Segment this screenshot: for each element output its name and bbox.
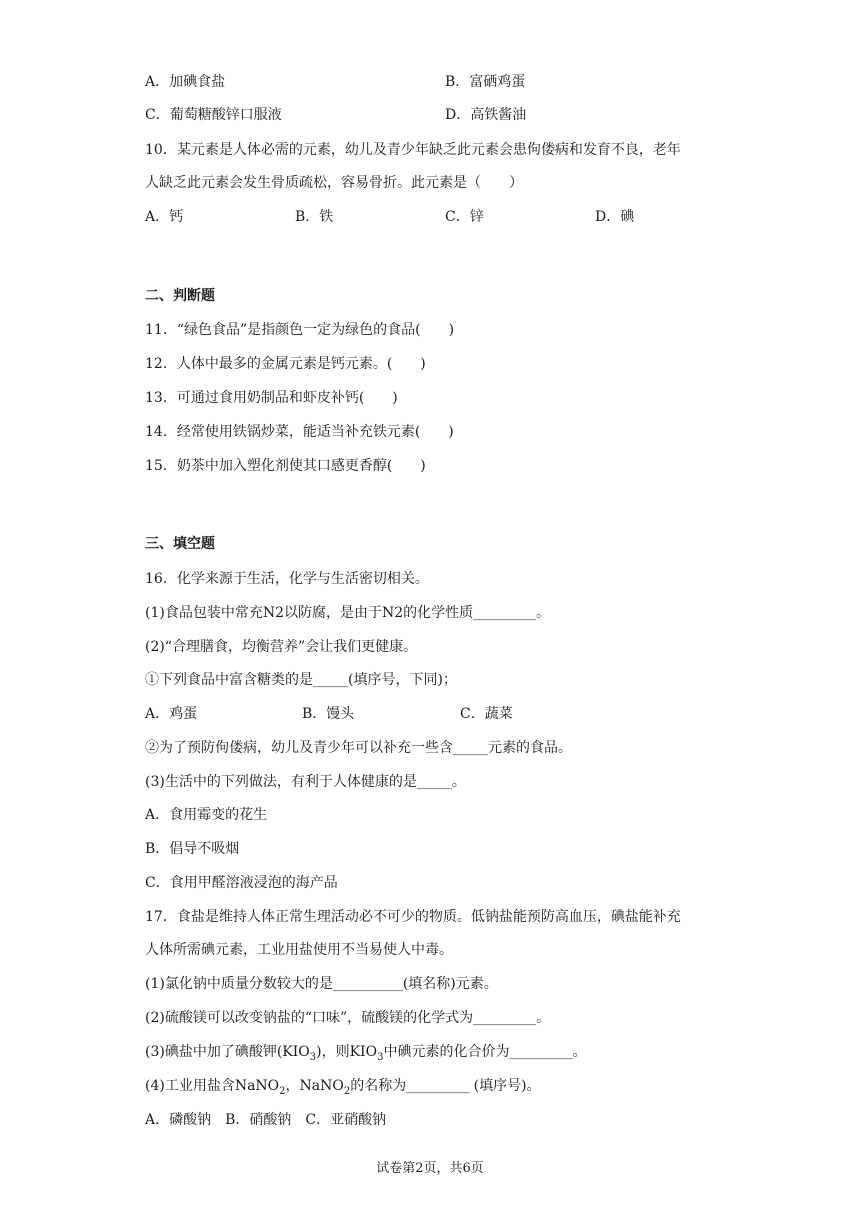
- q16-part2a-option-b: B．馒头: [302, 706, 355, 722]
- q16-part3-option-a: A．食用霉变的花生: [145, 807, 268, 823]
- q16-part2a-option-a: A．鸡蛋: [145, 706, 198, 722]
- q17-part2: (2)硫酸镁可以改变钠盐的“口味”，硫酸镁的化学式为_________。: [145, 1010, 551, 1026]
- q16-stem: 16．化学来源于生活，化学与生活密切相关。: [145, 571, 429, 587]
- q9-option-a: A．加碘食盐: [145, 74, 226, 90]
- q16-part2a: ①下列食品中富含糖类的是_____(填序号，下同)；: [145, 672, 457, 688]
- q17-part4-text-b: ，NaNO: [285, 1078, 344, 1094]
- q17-part3-text-b: )，则KIO: [316, 1044, 378, 1060]
- q16-part2: (2)“合理膳食，均衡营养”会让我们更健康。: [145, 639, 418, 655]
- q16-part1: (1)食品包装中常充N2以防腐，是由于N2的化学性质_________。: [145, 605, 551, 621]
- page-footer: 试卷第2页，共6页: [376, 1161, 484, 1176]
- q16-part3-option-b: B．倡导不吸烟: [145, 841, 240, 857]
- q17-part3-text-a: (3)碘盐中加了碘酸钾(KIO: [145, 1044, 310, 1060]
- judgement-item-14: 14．经常使用铁锅炒菜，能适当补充铁元素( ): [145, 424, 454, 440]
- q16-part3: (3)生活中的下列做法，有利于人体健康的是_____。: [145, 774, 466, 790]
- q17-part4-subscript-b: 2: [343, 1085, 351, 1097]
- q10-option-a: A．钙: [145, 209, 184, 225]
- q17-part4-text-c: 的名称为_________ (填序号)。: [350, 1078, 541, 1094]
- q16-part2a-option-c: C．蔬菜: [460, 706, 513, 722]
- q17-part4-options: A．磷酸钠 B．硝酸钠 C．亚硝酸钠: [145, 1112, 387, 1128]
- section-heading-judgement: 二、判断题: [145, 288, 215, 304]
- q16-part3-option-c: C．食用甲醛溶液浸泡的海产品: [145, 875, 338, 891]
- section-heading-fill: 三、填空题: [145, 536, 215, 552]
- q17-part3: [145, 1042, 586, 1062]
- judgement-item-12: 12．人体中最多的金属元素是钙元素。( ): [145, 356, 426, 372]
- q10-option-c: C．锌: [445, 209, 484, 225]
- q17-stem-line2: 人体所需碘元素，工业用盐使用不当易使人中毒。: [145, 942, 453, 958]
- q10-stem-line1: 10．某元素是人体必需的元素，幼儿及青少年缺乏此元素会患佝偻病和发育不良，老年: [145, 142, 681, 158]
- q9-option-c: C．葡萄糖酸锌口服液: [145, 107, 282, 123]
- q17-part3-subscript-a: 3: [309, 1051, 317, 1063]
- q10-option-d: D．碘: [595, 209, 635, 225]
- judgement-item-15: 15．奶茶中加入塑化剂使其口感更香醇( ): [145, 458, 426, 474]
- judgement-item-13: 13．可通过食用奶制品和虾皮补钙( ): [145, 390, 398, 406]
- q17-part4-subscript-a: 2: [279, 1085, 286, 1097]
- q17-part3-text-c: 中碘元素的化合价为_________。: [383, 1044, 587, 1060]
- q17-part4: [145, 1076, 541, 1096]
- q17-part1: (1)氯化钠中质量分数较大的是__________(填名称)元素。: [145, 976, 498, 992]
- q10-option-b: B．铁: [295, 209, 334, 225]
- q16-part2b: ②为了预防佝偻病，幼儿及青少年可以补充一些含_____元素的食品。: [145, 740, 572, 756]
- q9-option-b: B．富硒鸡蛋: [445, 74, 526, 90]
- q17-part3-subscript-b: 3: [377, 1051, 384, 1063]
- q17-stem-line1: 17．食盐是维持人体正常生理活动必不可少的物质。低钠盐能预防高血压，碘盐能补充: [145, 909, 681, 925]
- q10-stem-line2: 人缺乏此元素会发生骨质疏松，容易骨折。此元素是（ ）: [145, 175, 523, 191]
- judgement-item-11: 11．“绿色食品”是指颜色一定为绿色的食品( ): [145, 322, 455, 338]
- q17-part4-text-a: (4)工业用盐含NaNO: [145, 1078, 280, 1094]
- q9-option-d: D．高铁酱油: [445, 107, 527, 123]
